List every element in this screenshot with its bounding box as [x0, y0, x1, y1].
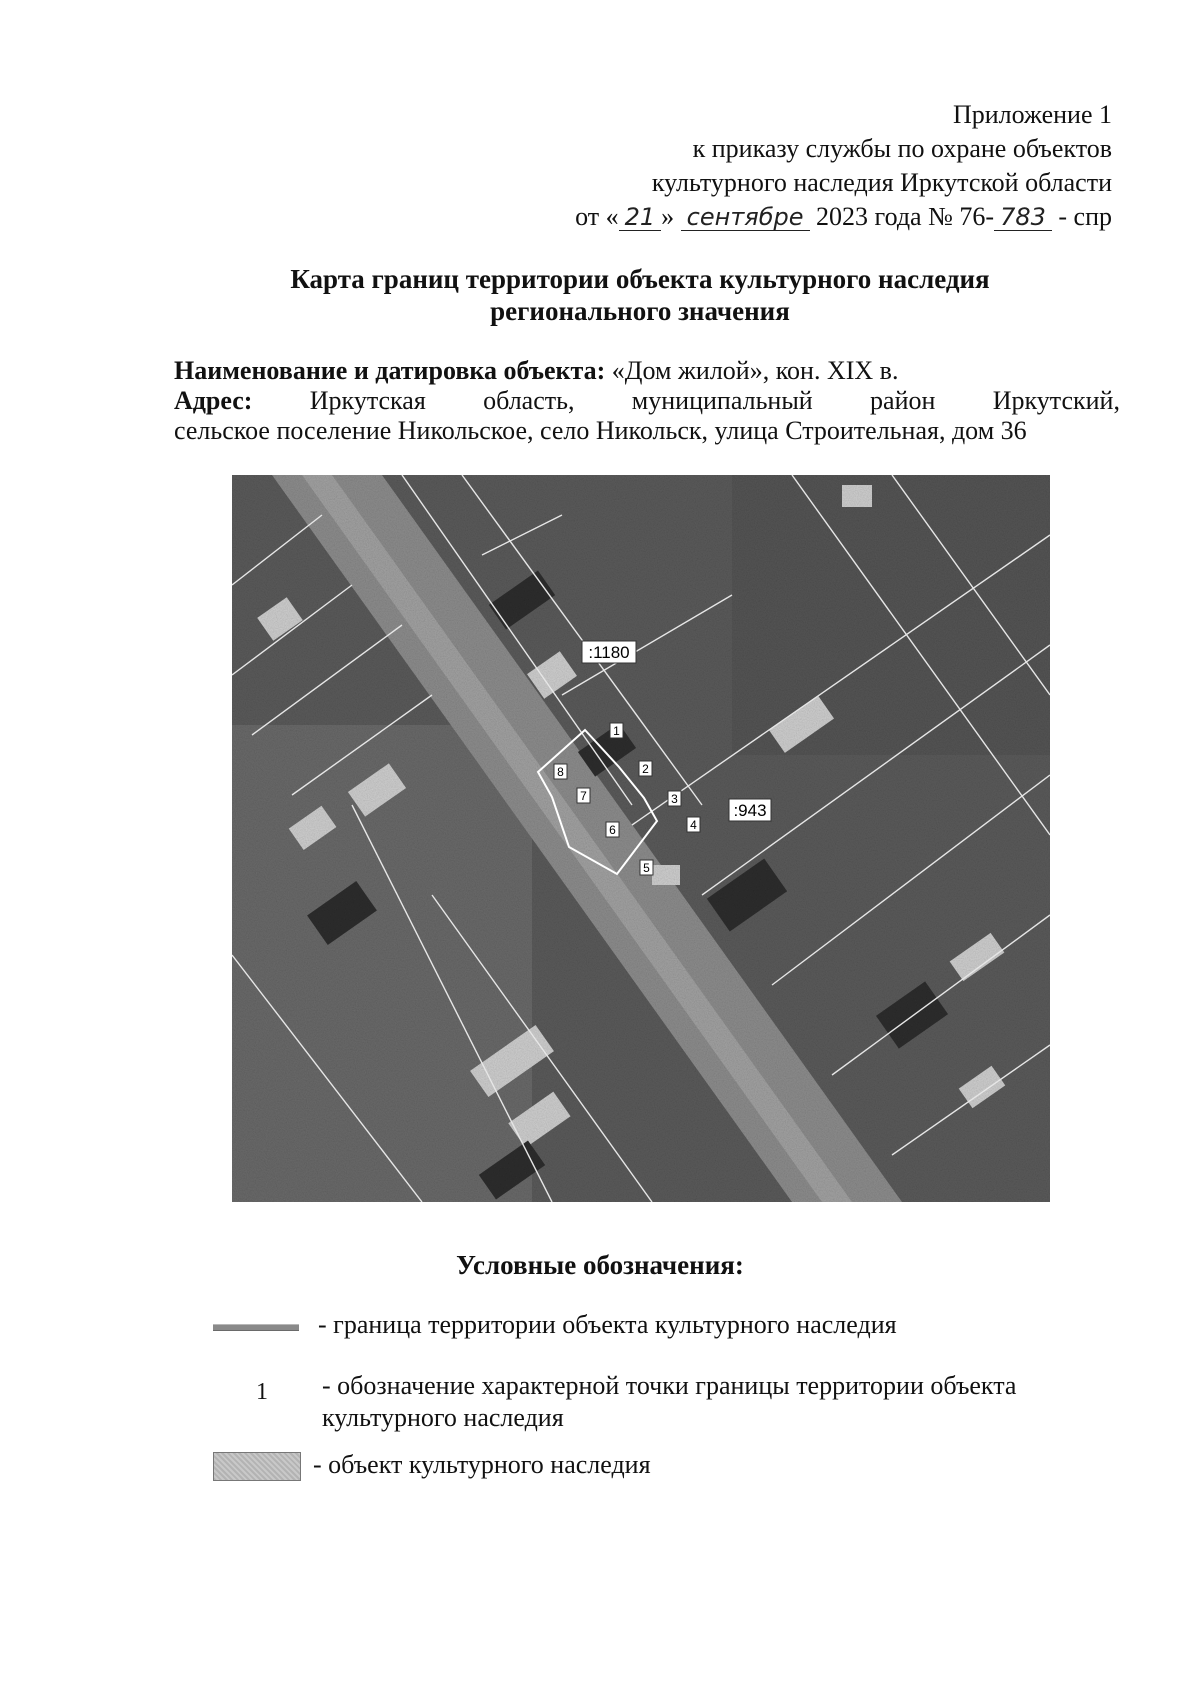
boundary-point-3: [668, 791, 681, 806]
legend-point-text-line-1: - обозначение характерной точки границы территории объекта: [322, 1371, 1017, 1400]
order-suffix: - спр: [1058, 202, 1112, 231]
date-year-text: 2023 года № 76-: [816, 202, 995, 231]
boundary-point-7: [577, 788, 590, 803]
legend-point-text: [322, 1370, 1016, 1434]
parcel-label-1180: [582, 641, 636, 663]
boundary-point-6: [606, 822, 619, 837]
date-day-handwritten: 21: [619, 204, 662, 231]
appendix-line-3: культурного наследия Иркутской области: [651, 168, 1112, 197]
page-title: [160, 263, 1120, 327]
legend-object-text: - объект культурного наследия: [313, 1450, 651, 1479]
order-number-handwritten: 783: [994, 204, 1052, 231]
appendix-date-line: [575, 200, 1112, 234]
address-word: район: [870, 386, 936, 415]
object-info: [174, 356, 1120, 446]
boundary-point-1: [610, 723, 623, 738]
address-row: [174, 386, 1120, 416]
title-line-2: регионального значения: [490, 296, 790, 326]
object-name-value: «Дом жилой», кон. XIX в.: [611, 356, 899, 385]
legend-boundary-line-swatch: [213, 1324, 299, 1331]
svg-text:6: 6: [609, 823, 616, 837]
svg-text:2: 2: [642, 762, 649, 776]
appendix-header: [575, 98, 1112, 234]
appendix-line-2: к приказу службы по охране объектов: [692, 134, 1112, 163]
date-month-handwritten: сентябре: [681, 204, 810, 231]
svg-text:3: 3: [671, 792, 678, 806]
svg-text:8: 8: [557, 765, 564, 779]
legend-point-example: 1: [256, 1379, 268, 1405]
svg-text:7: 7: [580, 789, 587, 803]
boundary-point-5: [640, 860, 653, 875]
address-word: Иркутский,: [992, 386, 1120, 415]
address-label: Адрес:: [174, 386, 253, 415]
map-canvas: [232, 475, 1050, 1202]
svg-text::1180: :1180: [588, 643, 630, 662]
legend-title: Условные обозначения:: [456, 1250, 744, 1280]
svg-text:1: 1: [613, 724, 620, 738]
appendix-line-1: Приложение 1: [952, 100, 1112, 129]
title-line-1: Карта границ территории объекта культурного наследия: [290, 264, 990, 294]
legend-point-text-line-2: культурного наследия: [322, 1403, 564, 1432]
address-word: Иркутская: [309, 386, 426, 415]
date-mid: »: [661, 202, 675, 231]
date-prefix: от «: [575, 202, 619, 231]
address-line-2: сельское поселение Никольское, село Никольск, улица Строительная, дом 36: [174, 416, 1027, 445]
address-word: область,: [483, 386, 575, 415]
legend-object-swatch: [213, 1452, 301, 1481]
svg-text:5: 5: [643, 861, 650, 875]
parcel-label-943: [729, 799, 771, 821]
boundary-point-4: [687, 817, 700, 832]
address-word: муниципальный: [631, 386, 813, 415]
boundary-point-8: [554, 764, 567, 779]
legend-boundary-text: - граница территории объекта культурного наследия: [318, 1310, 897, 1339]
satellite-map: [232, 475, 1050, 1202]
boundary-point-2: [639, 761, 652, 776]
map-terrain: [232, 475, 1050, 1202]
object-name-label: Наименование и датировка объекта:: [174, 356, 606, 385]
svg-text::943: :943: [733, 801, 767, 820]
svg-text:4: 4: [690, 818, 697, 832]
object-name-row: [174, 356, 1120, 386]
